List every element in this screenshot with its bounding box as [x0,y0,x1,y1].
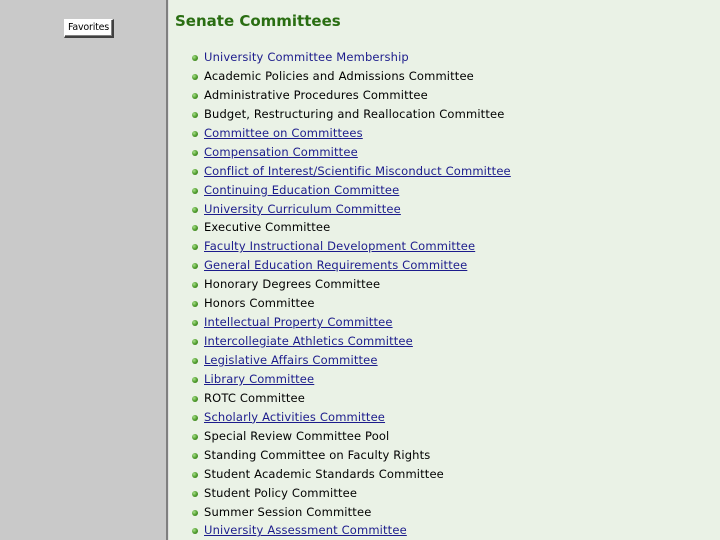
committee-label: Budget, Restructuring and Reallocation Committee [204,106,505,121]
committee-label: Student Academic Standards Committee [204,466,444,481]
bullet-icon [192,301,198,307]
committee-link[interactable]: General Education Requirements Committee [204,258,468,273]
committee-link[interactable]: University Committee Membership [204,50,409,64]
committee-label: Administrative Procedures Committee [204,87,428,102]
committee-link[interactable]: Scholarly Activities Committee [204,409,386,424]
list-item [192,465,511,484]
bullet-icon [192,491,198,497]
list-item[interactable] [192,143,511,162]
bullet-icon [192,510,198,516]
committee-label: Summer Session Committee [204,504,372,519]
committee-link[interactable]: Conflict of Interest/Scientific Misconduct Committee [204,163,511,178]
bullet-icon [192,263,198,269]
bullet-icon [192,528,198,534]
favorites-pane [0,0,166,540]
committee-link[interactable]: Legislative Affairs Committee [204,353,378,367]
committee-label: Honors Committee [204,296,315,311]
committee-link[interactable]: Intercollegiate Athletics Committee [204,334,413,349]
list-item [192,86,511,105]
committee-label: Academic Policies and Admissions Committee [204,68,474,83]
committee-label: ROTC Committee [204,390,306,405]
list-item [192,389,511,408]
bullet-icon [192,434,198,440]
bullet-icon [192,415,198,421]
bullet-icon [192,169,198,175]
bullet-icon [192,320,198,326]
list-item [192,446,511,465]
bullet-icon [192,74,198,80]
favorites-button[interactable]: Favorites [64,19,114,38]
bullet-icon [192,112,198,118]
committee-link[interactable]: Committee on Committees [204,125,363,140]
bullet-icon [192,396,198,402]
bullet-icon [192,453,198,459]
list-item [192,484,511,503]
bullet-icon [192,358,198,364]
list-item[interactable] [192,332,511,351]
list-item [192,218,511,237]
main-content [169,0,720,540]
list-item[interactable] [192,521,511,540]
list-item[interactable] [192,181,511,200]
list-item[interactable] [192,351,511,370]
list-item [192,294,511,313]
bullet-icon [192,93,198,99]
page-title: Senate Committees [175,12,341,30]
committee-link[interactable]: Continuing Education Committee [204,182,400,197]
committee-label: Executive Committee [204,220,331,235]
bullet-icon [192,207,198,213]
committee-link[interactable]: University Curriculum Committee [204,201,401,216]
list-item [192,67,511,86]
bullet-icon [192,131,198,137]
committee-label: Student Policy Committee [204,485,358,500]
list-item[interactable] [192,162,511,181]
bullet-icon [192,472,198,478]
list-item [192,503,511,522]
bullet-icon [192,150,198,156]
bullet-icon [192,282,198,288]
list-item[interactable] [192,124,511,143]
bullet-icon [192,188,198,194]
committee-link[interactable]: Compensation Committee [204,144,358,159]
list-item[interactable] [192,408,511,427]
committee-link[interactable]: Intellectual Property Committee [204,315,393,330]
bullet-icon [192,377,198,383]
committee-label: Honorary Degrees Committee [204,277,381,292]
list-item [192,275,511,294]
list-item[interactable] [192,48,511,67]
committee-link[interactable]: Faculty Instructional Development Committee [204,239,476,254]
committee-label: Standing Committee on Faculty Rights [204,447,431,462]
list-item[interactable] [192,313,511,332]
list-item[interactable] [192,237,511,256]
bullet-icon [192,244,198,250]
bullet-icon [192,225,198,231]
list-item[interactable] [192,370,511,389]
bullet-icon [192,55,198,61]
committee-label: Special Review Committee Pool [204,428,390,443]
committee-list [192,48,511,540]
committee-link[interactable]: Library Committee [204,371,315,386]
committee-link[interactable]: University Assessment Committee [204,523,407,538]
list-item [192,105,511,124]
list-item[interactable] [192,256,511,275]
list-item[interactable] [192,200,511,219]
list-item [192,427,511,446]
bullet-icon [192,339,198,345]
